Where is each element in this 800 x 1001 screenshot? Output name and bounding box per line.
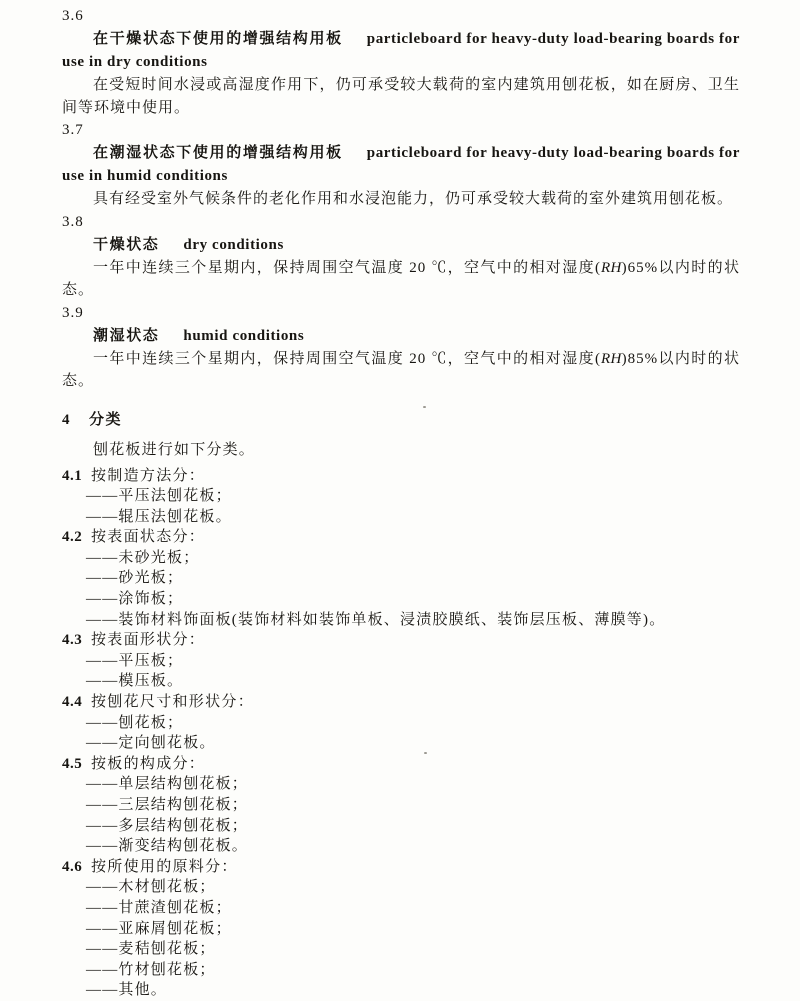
clause-heading [62,630,740,651]
clause-heading [62,692,740,713]
clause-number: 4.2 [62,529,83,546]
list-item: ——涂饰板； [86,591,184,608]
term-heading [62,28,740,74]
term-number: 3.8 [62,213,84,230]
term-heading [62,325,740,348]
list-item: ——亚麻屑刨花板； [86,920,232,937]
definition-text: )65%以内时的状态。 [62,259,740,298]
term-english: humid conditions [183,327,305,344]
term-english: particleboard for heavy-duty load-bearing boards for use in dry conditions [62,31,740,70]
clause-number: 4.6 [62,858,83,875]
clause-4-2 [62,527,740,630]
term-section-3-9 [62,302,740,393]
chapter-intro: 刨花板进行如下分类。 [93,441,256,458]
chapter-heading [62,409,740,432]
list-item: ——定向刨花板。 [86,735,216,752]
term-definition: 具有经受室外气候条件的老化作用和水浸泡能力，仍可承受较大载荷的室外建筑用刨花板。 [93,191,734,207]
clause-title: 按刨花尺寸和形状分： [91,694,255,711]
clause-4-6 [62,857,740,1001]
clause-title: 按表面形状分： [91,632,206,649]
term-english: dry conditions [183,236,284,253]
term-number: 3.9 [62,304,84,321]
clause-heading [62,754,740,775]
list-item: ——单层结构刨花板； [86,776,249,793]
list-item: ——平压法刨花板； [86,488,232,505]
term-definition [62,348,740,393]
definition-text: 一年中连续三个星期内，保持周围空气温度 20 ℃，空气中的相对湿度( [93,259,602,276]
term-english: particleboard for heavy-duty load-bearing boards for use in humid conditions [62,145,740,184]
clause-4-3 [62,630,740,692]
clause-title: 按制造方法分： [91,467,206,484]
term-section-3-8 [62,211,740,302]
term-number: 3.7 [62,122,84,138]
list-item: ——模压板。 [86,673,184,690]
list-item: ——竹材刨花板； [86,961,216,978]
term-definition [62,257,740,302]
term-number: 3.6 [62,8,84,24]
clause-title: 按所使用的原料分： [91,858,238,875]
clause-heading [62,527,740,548]
chapter-number: 4 [62,411,70,428]
scan-speck [424,752,427,754]
clause-title: 按板的构成分： [91,755,206,772]
chapter-title: 分类 [89,411,123,428]
rh-symbol: RH [601,350,622,367]
term-section-3-7 [62,119,740,211]
clause-title: 按表面状态分： [91,529,206,546]
term-heading [62,142,740,188]
list-item: ——平压板； [86,652,184,669]
list-item: ——未砂光板； [86,549,200,566]
definition-text: 一年中连续三个星期内，保持周围空气温度 20 ℃，空气中的相对湿度( [93,350,602,367]
list-item: ——渐变结构刨花板。 [86,838,249,855]
list-item: ——其他。 [86,982,168,999]
clause-number: 4.1 [62,467,83,484]
definition-text: )85%以内时的状态。 [62,350,740,389]
clause-4-5 [62,754,740,857]
clause-number: 4.3 [62,632,83,649]
term-section-3-6 [62,5,740,119]
list-item: ——甘蔗渣刨花板； [86,899,232,916]
term-chinese: 干燥状态 [93,236,160,253]
list-item: ——砂光板； [86,570,184,587]
term-definition: 在受短时间水浸或高湿度作用下，仍可承受较大载荷的室内建筑用刨花板，如在厨房、卫生间等环境中使用。 [62,77,740,116]
rh-symbol: RH [601,259,622,276]
list-item: ——木材刨花板； [86,879,216,896]
clause-number: 4.5 [62,755,83,772]
list-item: ——麦秸刨花板； [86,941,216,958]
clause-4-4 [62,692,740,754]
term-chinese: 在干燥状态下使用的增强结构用板 [93,31,343,47]
term-chinese: 在潮湿状态下使用的增强结构用板 [93,145,343,161]
clause-number: 4.4 [62,694,83,711]
clause-heading [62,466,740,487]
list-item: ——刨花板； [86,714,184,731]
scan-speck [423,406,426,408]
list-item: ——三层结构刨花板； [86,797,249,813]
term-chinese: 潮湿状态 [93,327,160,344]
clause-heading [62,857,740,878]
clause-4-1 [62,466,740,528]
list-item: ——装饰材料饰面板(装饰材料如装饰单板、浸渍胶膜纸、装饰层压板、薄膜等)。 [86,611,666,628]
list-item: ——多层结构刨花板； [86,817,249,834]
term-heading [62,234,740,257]
list-item: ——辊压法刨花板。 [86,508,232,525]
